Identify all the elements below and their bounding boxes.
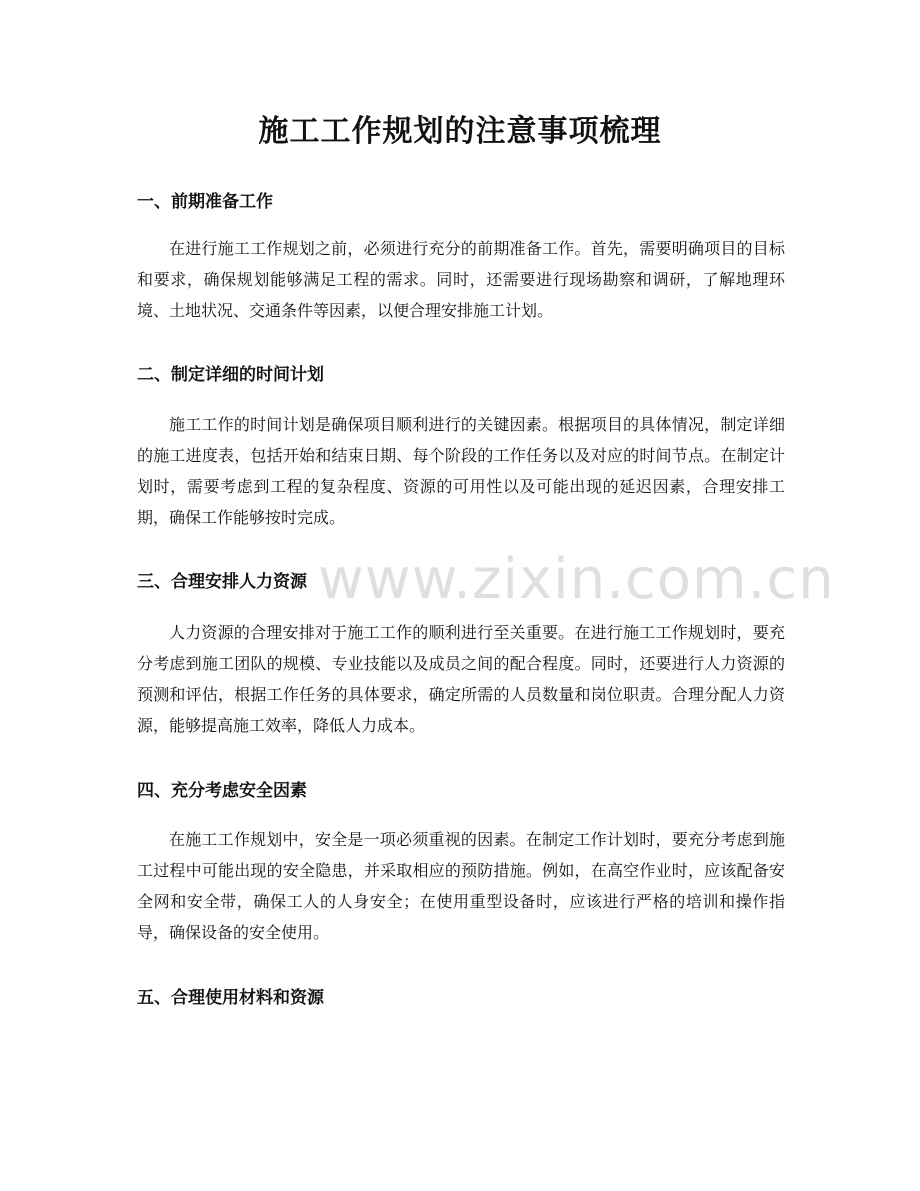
watermark: www.zixin.com.cn xyxy=(318,547,835,612)
section-heading-3: 三、合理安排人力资源 xyxy=(137,572,307,592)
section-heading-1: 一、前期准备工作 xyxy=(137,192,273,212)
section-paragraph-2: 施工工作的时间计划是确保项目顺利进行的关键因素。根据项目的具体情况，制定详细的施工进度表，包括开始和结束日期、每个阶段的工作任务以及对应的时间节点。在制定计划时，需要考虑到工程的复杂程度、资源的可用性以及可能出现的延迟因素，合理安排工期，确保工作能够按时完成。 xyxy=(137,415,785,527)
document-title: 施工工作规划的注意事项梳理 xyxy=(258,114,662,149)
section-paragraph-1: 在进行施工工作规划之前，必须进行充分的前期准备工作。首先，需要明确项目的目标和要求，确保规划能够满足工程的需求。同时，还需要进行现场勘察和调研，了解地理环境、土地状况、交通条件等因素，以便合理安排施工计划。 xyxy=(137,239,785,320)
section-heading-2: 二、制定详细的时间计划 xyxy=(137,365,324,385)
section-paragraph-4: 在施工工作规划中，安全是一项必须重视的因素。在制定工作计划时，要充分考虑到施工过程中可能出现的安全隐患，并采取相应的预防措施。例如，在高空作业时，应该配备安全网和安全带，确保工人的人身安全；在使用重型设备时，应该进行严格的培训和操作指导，确保设备的安全使用。 xyxy=(137,830,785,942)
section-heading-5: 五、合理使用材料和资源 xyxy=(137,988,324,1008)
section-heading-4: 四、充分考虑安全因素 xyxy=(137,781,307,801)
section-paragraph-3: 人力资源的合理安排对于施工工作的顺利进行至关重要。在进行施工工作规划时，要充分考虑到施工团队的规模、专业技能以及成员之间的配合程度。同时，还要进行人力资源的预测和评估，根据工作任务的具体要求，确定所需的人员数量和岗位职责。合理分配人力资源，能够提高施工效率，降低人力成本。 xyxy=(137,623,785,735)
